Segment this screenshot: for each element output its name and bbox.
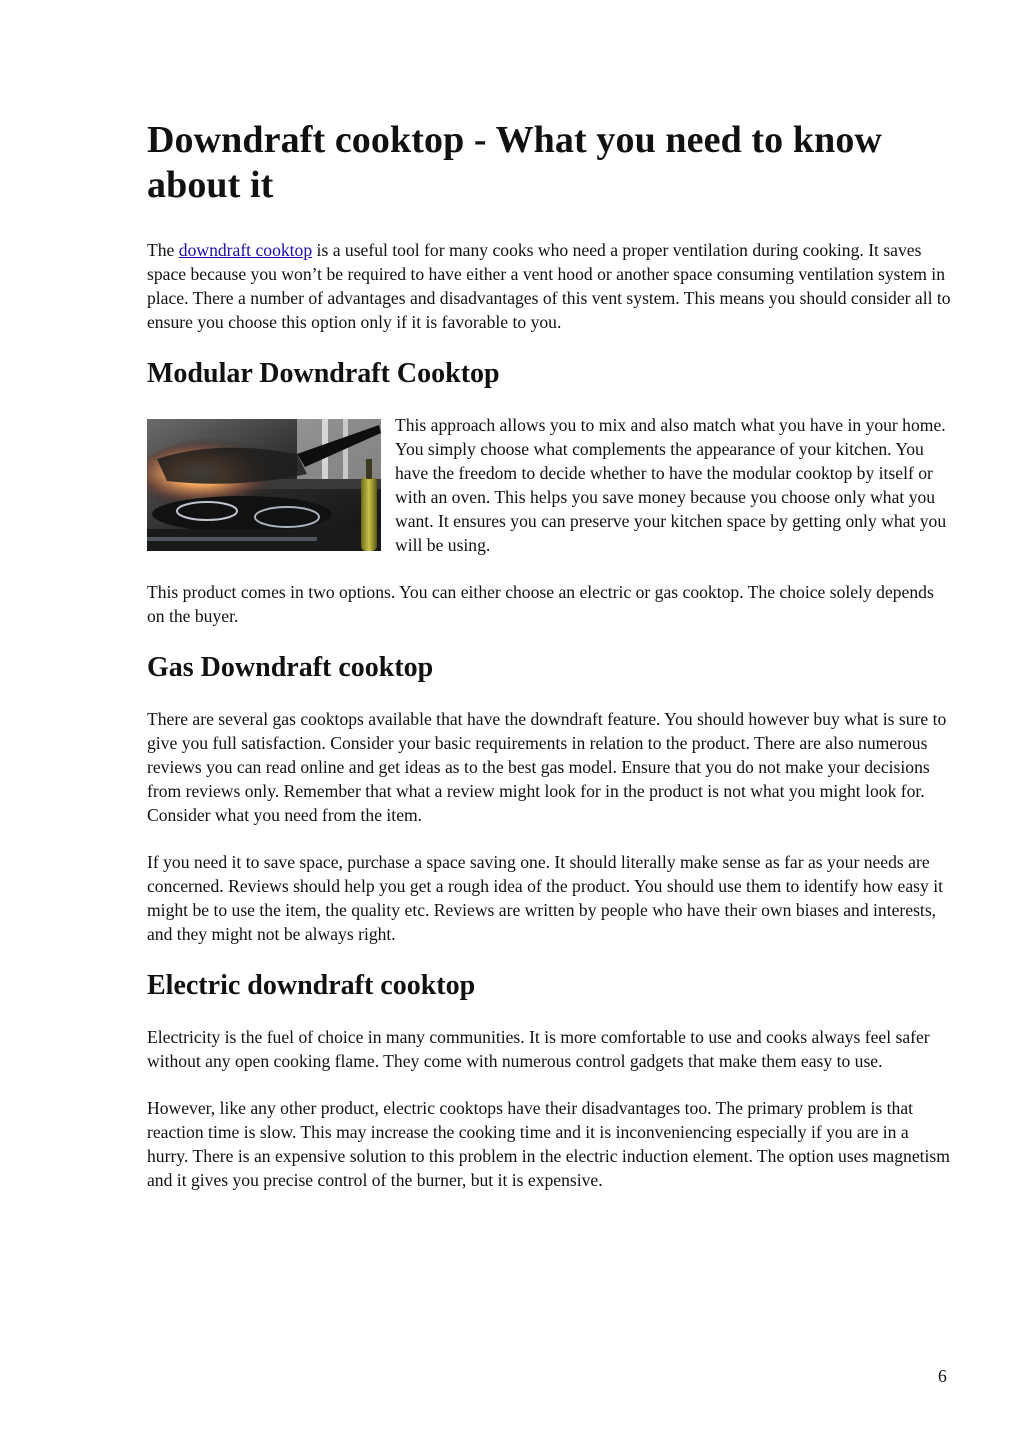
intro-text-before-link: The [147, 240, 179, 260]
page-number: 6 [938, 1366, 947, 1386]
section-heading-modular: Modular Downdraft Cooktop [147, 358, 500, 389]
intro-text-after-link: is a useful tool for many cooks who need a proper ventilation during cooking. It saves space because you won’t be required to have either a vent hood or another space consuming ventilation system in place. There a number of advantages and disadvantages of this vent system. This means you should consider all to ensure you choose this option only if it is favorable to you. [147, 240, 951, 332]
downdraft-cooktop-link[interactable]: downdraft cooktop [178, 240, 313, 260]
cooktop-photo [147, 419, 381, 551]
section-heading-gas: Gas Downdraft cooktop [147, 652, 434, 683]
gas-paragraph-2: If you need it to save space, purchase a space saving one. It should literally make sense as far as your needs are concerned. Reviews should help you get a rough idea of the product. You should use them to identify how easy it might be to use the item, the quality etc. Reviews are written by people who have their own biases and interests, and they might not be always right. [147, 852, 943, 944]
electric-paragraph-1: Electricity is the fuel of choice in many communities. It is more comfortable to use and cooks always feel safer without any open cooking flame. They come with numerous control gadgets that make them easy to use. [147, 1027, 930, 1071]
page-title: Downdraft cooktop - What you need to know about it [147, 119, 882, 206]
gas-paragraph-1: There are several gas cooktops available that have the downdraft feature. You should however buy what is sure to give you full satisfaction. Consider your basic requirements in relation to the product. There are also numerous reviews you can read online and get ideas as to the best gas model. Ensure that you do not make your decisions from reviews only. Remember that what a review might look for in the product is not what you might look for. Consider what you need from the item. [147, 709, 947, 825]
document-page [147, 118, 953, 1215]
section-heading-electric: Electric downdraft cooktop [147, 970, 476, 1001]
electric-paragraph-2: However, like any other product, electric cooktops have their disadvantages too. The primary problem is that reaction time is slow. This may increase the cooking time and it is inconveniencing especially if you are in a hurry. There is an expensive solution to this problem in the electric induction element. The option uses magnetism and it gives you precise control of the burner, but it is expensive. [147, 1098, 950, 1190]
modular-paragraph-2: This product comes in two options. You can either choose an electric or gas cooktop. The choice solely depends on the buyer. [147, 582, 934, 626]
modular-paragraph-1: This approach allows you to mix and also match what you have in your home. You simply choose what complements the appearance of your kitchen. You have the freedom to decide whether to have the modular cooktop by itself or with an oven. This helps you save money because you choose only what you want. It ensures you can preserve your kitchen space by getting only what you will be using. [395, 415, 947, 555]
intro-paragraph [147, 238, 953, 334]
